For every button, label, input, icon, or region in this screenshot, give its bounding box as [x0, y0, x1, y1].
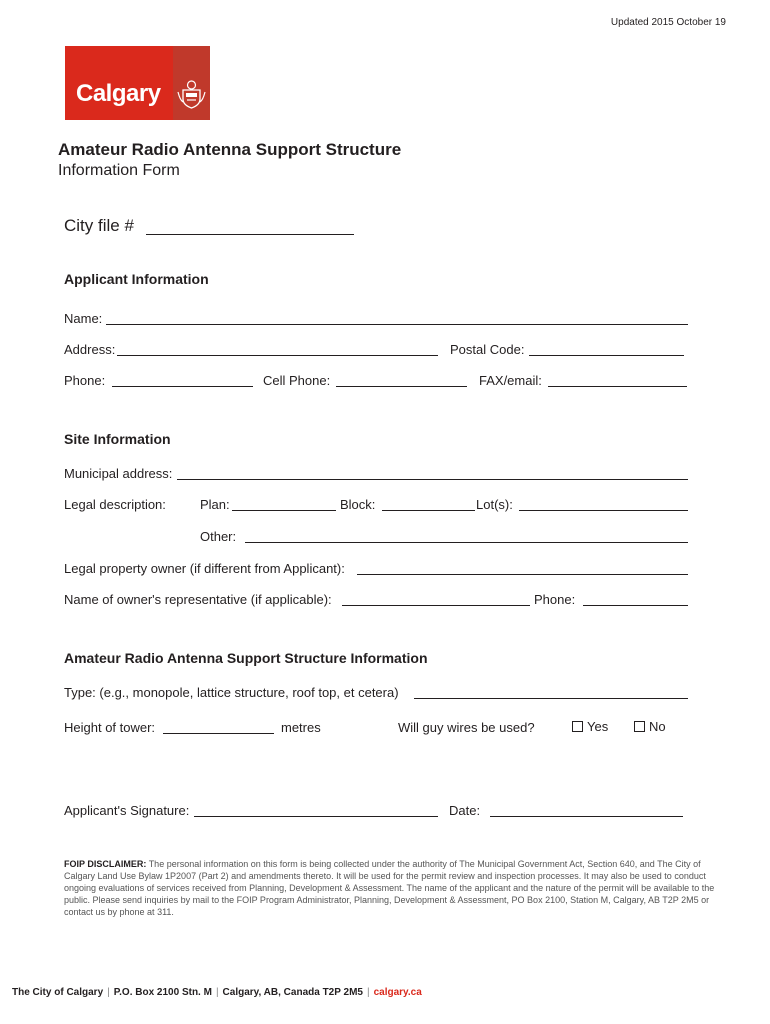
date-label: Date: — [449, 803, 481, 818]
logo-text: Calgary — [76, 80, 161, 107]
plan-field[interactable] — [232, 510, 336, 511]
site-heading: Site Information — [64, 431, 171, 447]
yes-checkbox[interactable] — [572, 721, 583, 732]
block-label: Block: — [340, 497, 376, 512]
name-label: Name: — [64, 311, 103, 326]
block-field[interactable] — [382, 510, 475, 511]
coat-of-arms-icon — [175, 76, 208, 110]
municipal-address-field[interactable] — [177, 479, 688, 480]
yes-label: Yes — [587, 719, 609, 734]
tower-height-field[interactable] — [163, 733, 274, 734]
no-checkbox[interactable] — [634, 721, 645, 732]
address-field[interactable] — [117, 355, 438, 356]
city-file-field[interactable] — [146, 234, 354, 235]
rep-phone-label: Phone: — [534, 592, 576, 607]
no-label: No — [649, 719, 666, 734]
phone-field[interactable] — [112, 386, 253, 387]
municipal-address-label: Municipal address: — [64, 466, 173, 481]
legal-owner-label: Legal property owner (if different from Applicant): — [64, 561, 345, 576]
legal-description-label: Legal description: — [64, 497, 166, 512]
footer: The City of Calgary | P.O. Box 2100 Stn. M | Calgary, AB, Canada T2P 2M5 | calgary.ca — [12, 987, 422, 998]
postal-code-label: Postal Code: — [450, 342, 525, 357]
cell-phone-field[interactable] — [336, 386, 467, 387]
address-label: Address: — [64, 342, 116, 357]
footer-address: Calgary, AB, Canada T2P 2M5 — [222, 987, 363, 998]
applicant-heading: Applicant Information — [64, 271, 209, 287]
no-option[interactable] — [634, 719, 666, 734]
phone-label: Phone: — [64, 373, 106, 388]
structure-type-field[interactable] — [414, 698, 688, 699]
footer-web-link[interactable]: calgary.ca — [373, 987, 422, 998]
structure-heading: Amateur Radio Antenna Support Structure Information — [64, 650, 428, 666]
fax-email-label: FAX/email: — [479, 373, 542, 388]
signature-field[interactable] — [194, 816, 438, 817]
disclaimer-text: The personal information on this form is being collected under the authority of The Municipal Government Act, Section 640, and The City of Calgary Land Use Bylaw 1P2007 (Part 2) and amendments thereto. It will be used for the permit review and inspection processes. It may also be used to conduct ongoing evaluations of services received from Planning, Development & Assessment. The name of the applicant and the nature of the permit will be available to the public. Please send inquiries by mail to the FOIP Program Administrator, Planning, Development & Assessment, PO Box 2100, Station M, Calgary, AB T2P 2M5 or contact us by phone at 311. — [64, 859, 715, 917]
structure-type-label: Type: (e.g., monopole, lattice structure, roof top, et cetera) — [64, 685, 399, 700]
form-subtitle: Information Form — [58, 162, 180, 179]
other-label: Other: — [200, 529, 237, 544]
signature-label: Applicant's Signature: — [64, 803, 190, 818]
tower-height-label: Height of tower: — [64, 720, 156, 735]
footer-pobox: P.O. Box 2100 Stn. M — [113, 987, 212, 998]
form-title: Amateur Radio Antenna Support Structure — [58, 140, 402, 159]
fax-email-field[interactable] — [548, 386, 687, 387]
postal-code-field[interactable] — [529, 355, 684, 356]
updated-date: Updated 2015 October 19 — [610, 17, 726, 28]
cell-phone-label: Cell Phone: — [263, 373, 331, 388]
city-file-label: City file # — [64, 216, 134, 235]
rep-phone-field[interactable] — [583, 605, 688, 606]
metres-unit: metres — [281, 720, 321, 735]
footer-org: The City of Calgary — [12, 987, 104, 998]
name-field[interactable] — [106, 324, 688, 325]
foip-disclaimer — [64, 858, 728, 918]
guy-wires-label: Will guy wires be used? — [398, 720, 535, 735]
other-field[interactable] — [245, 542, 688, 543]
owner-representative-field[interactable] — [342, 605, 530, 606]
yes-option[interactable] — [572, 719, 608, 734]
plan-label: Plan: — [200, 497, 230, 512]
lots-field[interactable] — [519, 510, 688, 511]
lots-label: Lot(s): — [476, 497, 513, 512]
owner-representative-label: Name of owner's representative (if applicable): — [64, 592, 332, 607]
date-field[interactable] — [490, 816, 683, 817]
legal-owner-field[interactable] — [357, 574, 688, 575]
disclaimer-heading: FOIP DISCLAIMER: — [64, 859, 147, 869]
